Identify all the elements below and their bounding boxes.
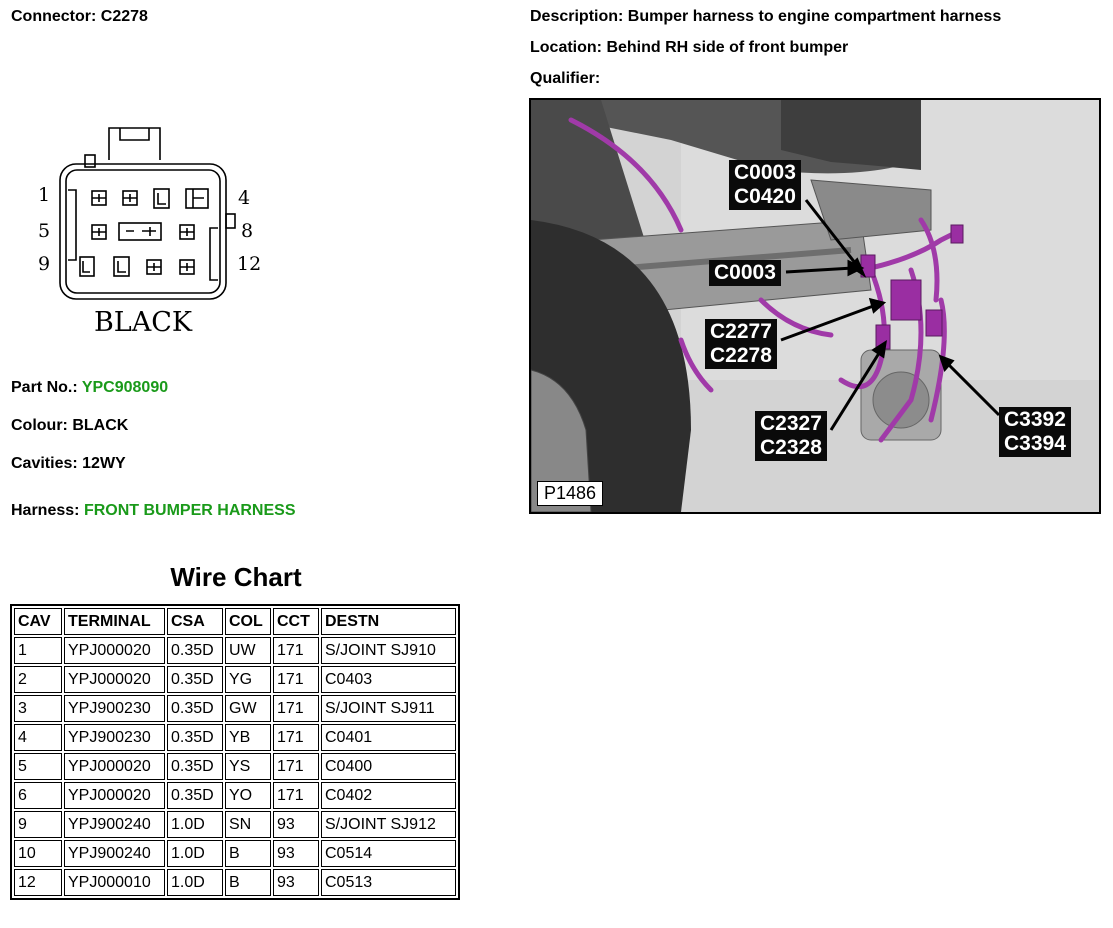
cell-destn: S/JOINT SJ910 (321, 637, 456, 664)
cell-csa: 1.0D (167, 811, 223, 838)
header-cav: CAV (14, 608, 62, 635)
wire-chart-header-row (14, 608, 456, 635)
connector-label: Connector: (11, 8, 97, 25)
cell-terminal: YPJ000020 (64, 782, 165, 809)
part-number-line (11, 379, 168, 397)
cell-col: YB (225, 724, 271, 751)
connector-id: C2278 (100, 8, 148, 25)
colour-line (11, 417, 128, 435)
cell-cav: 4 (14, 724, 62, 751)
callout-c0003: C0003 (709, 260, 781, 286)
pin-label-4: 4 (238, 187, 251, 209)
table-row (14, 869, 456, 896)
harness-line (11, 502, 296, 520)
cell-col: YO (225, 782, 271, 809)
cell-cct: 171 (273, 724, 319, 751)
cell-destn: C0402 (321, 782, 456, 809)
table-row (14, 637, 456, 664)
location-line (530, 39, 848, 57)
cell-terminal: YPJ000010 (64, 869, 165, 896)
location-value: Behind RH side of front bumper (606, 39, 849, 56)
cell-cct: 93 (273, 869, 319, 896)
cell-col: SN (225, 811, 271, 838)
pin-label-5: 5 (38, 220, 51, 242)
cell-cav: 10 (14, 840, 62, 867)
header-col: COL (225, 608, 271, 635)
location-photo (529, 98, 1101, 514)
cell-csa: 0.35D (167, 753, 223, 780)
connector-colour-caption: BLACK (93, 307, 193, 338)
pin-label-1: 1 (38, 184, 51, 206)
harness-label: Harness: (11, 502, 80, 519)
connector-face-diagram (30, 118, 270, 343)
table-row (14, 724, 456, 751)
cell-cav: 12 (14, 869, 62, 896)
header-csa: CSA (167, 608, 223, 635)
cell-cav: 3 (14, 695, 62, 722)
colour-label: Colour: (11, 417, 68, 434)
cell-col: UW (225, 637, 271, 664)
header-cct: CCT (273, 608, 319, 635)
header-destn: DESTN (321, 608, 456, 635)
cell-csa: 0.35D (167, 666, 223, 693)
qualifier-label: Qualifier: (530, 70, 601, 87)
cell-cct: 171 (273, 782, 319, 809)
callout-c0003-c0420: C0003 C0420 (729, 160, 801, 210)
cell-terminal: YPJ900230 (64, 695, 165, 722)
cell-cct: 171 (273, 666, 319, 693)
location-label: Location: (530, 39, 602, 56)
connector-header (11, 8, 148, 26)
cell-terminal: YPJ900230 (64, 724, 165, 751)
table-row (14, 782, 456, 809)
colour-value: BLACK (72, 417, 129, 434)
cell-csa: 1.0D (167, 840, 223, 867)
cell-destn: S/JOINT SJ912 (321, 811, 456, 838)
cell-terminal: YPJ000020 (64, 666, 165, 693)
cell-csa: 1.0D (167, 869, 223, 896)
description-line (530, 8, 1001, 26)
cell-col: B (225, 840, 271, 867)
cell-cct: 93 (273, 811, 319, 838)
cavities-value: 12WY (82, 455, 126, 472)
cell-csa: 0.35D (167, 782, 223, 809)
cell-destn: C0400 (321, 753, 456, 780)
cell-destn: C0401 (321, 724, 456, 751)
cell-terminal: YPJ900240 (64, 811, 165, 838)
cell-cav: 1 (14, 637, 62, 664)
cell-col: YS (225, 753, 271, 780)
pin-label-8: 8 (241, 220, 254, 242)
description-label: Description: (530, 8, 624, 25)
cavities-line (11, 455, 126, 473)
wire-chart-table (10, 604, 460, 900)
callout-c2277-c2278: C2277 C2278 (705, 319, 777, 369)
cell-destn: C0513 (321, 869, 456, 896)
description-value: Bumper harness to engine compartment harness (627, 8, 1002, 25)
cell-csa: 0.35D (167, 724, 223, 751)
callout-c2327-c2328: C2327 C2328 (755, 411, 827, 461)
cell-cav: 6 (14, 782, 62, 809)
cell-cav: 5 (14, 753, 62, 780)
cell-col: B (225, 869, 271, 896)
table-row (14, 840, 456, 867)
table-row (14, 695, 456, 722)
cell-terminal: YPJ000020 (64, 637, 165, 664)
wire-chart-title: Wire Chart (170, 562, 302, 592)
cell-cav: 2 (14, 666, 62, 693)
callout-c3392-c3394: C3392 C3394 (999, 407, 1071, 457)
cell-col: YG (225, 666, 271, 693)
cavities-label: Cavities: (11, 455, 78, 472)
cell-csa: 0.35D (167, 695, 223, 722)
cell-cct: 171 (273, 753, 319, 780)
part-number-link[interactable]: YPC908090 (81, 379, 169, 396)
table-row (14, 753, 456, 780)
cell-destn: C0403 (321, 666, 456, 693)
wire-chart-body (14, 637, 456, 896)
header-terminal: TERMINAL (64, 608, 165, 635)
cell-cct: 171 (273, 637, 319, 664)
pin-label-12: 12 (237, 253, 262, 275)
qualifier-line (530, 70, 600, 88)
table-row (14, 666, 456, 693)
cell-cct: 93 (273, 840, 319, 867)
pin-label-9: 9 (38, 253, 51, 275)
table-row (14, 811, 456, 838)
photo-reference-label: P1486 (537, 481, 603, 506)
cell-terminal: YPJ900240 (64, 840, 165, 867)
cell-terminal: YPJ000020 (64, 753, 165, 780)
part-number-label: Part No.: (11, 379, 78, 396)
cell-cav: 9 (14, 811, 62, 838)
cell-destn: S/JOINT SJ911 (321, 695, 456, 722)
cell-destn: C0514 (321, 840, 456, 867)
cell-col: GW (225, 695, 271, 722)
cell-cct: 171 (273, 695, 319, 722)
harness-link[interactable]: FRONT BUMPER HARNESS (83, 502, 296, 519)
cell-csa: 0.35D (167, 637, 223, 664)
